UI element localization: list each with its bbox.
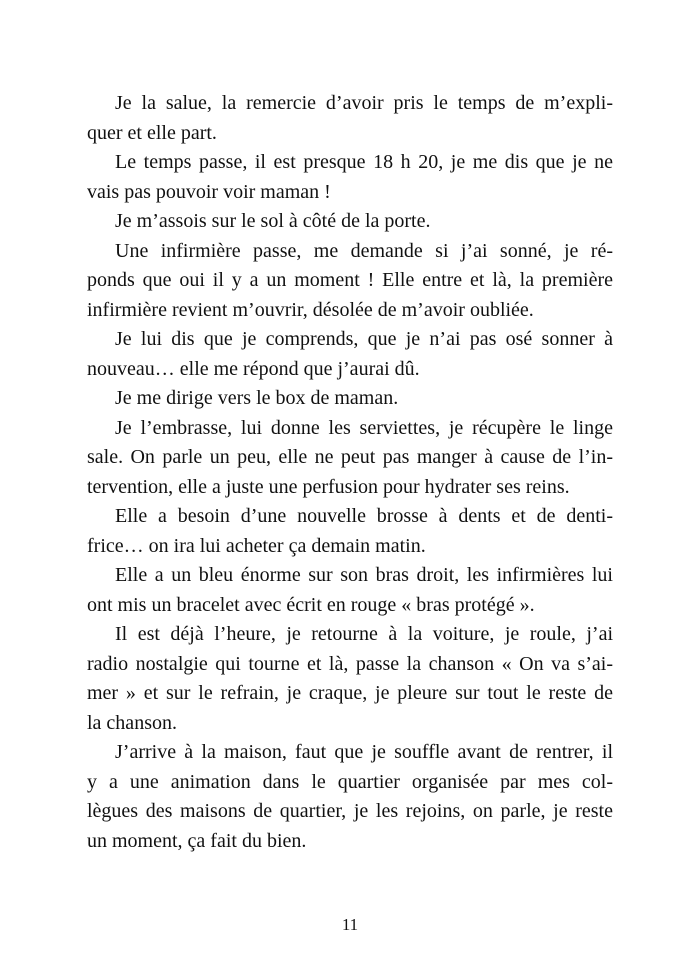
text-line: Je l’embrasse, lui donne les serviettes, je récupère le linge — [115, 416, 613, 439]
text-line: Elle a besoin d’une nouvelle brosse à dents et de denti- — [115, 505, 613, 527]
paragraph — [87, 89, 613, 148]
paragraph — [87, 207, 613, 237]
text-line: Une infirmière passe, me demande si j’ai sonné, je ré- — [115, 239, 613, 262]
text-line: vais pas pouvoir voir maman ! — [87, 180, 331, 203]
text-line: Je la salue, la remercie d’avoir pris le temps de m’expli- — [115, 92, 613, 114]
paragraph — [87, 738, 613, 856]
text-line: lègues des maisons de quartier, je les rejoins, on parle, je reste — [87, 800, 613, 822]
text-line: quer et elle part. — [87, 121, 217, 144]
text-line: Je me dirige vers le box de maman. — [115, 387, 399, 409]
text-line: J’arrive à la maison, faut que je souffle avant de rentrer, il — [115, 741, 613, 763]
text-line: mer » et sur le refrain, je craque, je pleure sur tout le reste de — [87, 682, 613, 704]
text-line: y a une animation dans le quartier organisée par mes col- — [87, 770, 613, 793]
paragraph — [87, 148, 613, 207]
paragraph — [87, 620, 613, 738]
page-body — [87, 89, 613, 856]
text-line: radio nostalgie qui tourne et là, passe la chanson « On va s’ai- — [87, 652, 613, 675]
text-line: ponds que oui il y a un moment ! Elle entre et là, la première — [87, 269, 613, 291]
text-line: Le temps passe, il est presque 18 h 20, je me dis que je ne — [115, 151, 613, 173]
text-line: Je m’assois sur le sol à côté de la porte. — [115, 210, 431, 232]
paragraph — [87, 502, 613, 561]
page-number: 11 — [341, 915, 359, 934]
paragraph — [87, 237, 613, 326]
paragraph — [87, 384, 613, 414]
paragraph — [87, 414, 613, 503]
text-line: sale. On parle un peu, elle ne peut pas manger à cause de l’in- — [87, 446, 613, 468]
text-line: Il est déjà l’heure, je retourne à la voiture, je roule, j’ai — [115, 623, 613, 645]
text-line: infirmière revient m’ouvrir, désolée de m’avoir oubliée. — [87, 298, 534, 321]
text-line: la chanson. — [87, 711, 177, 734]
text-line: Elle a un bleu énorme sur son bras droit, les infirmières lui — [115, 564, 613, 586]
text-line: ont mis un bracelet avec écrit en rouge « bras protégé ». — [87, 593, 535, 616]
paragraph — [87, 561, 613, 620]
text-line: nouveau… elle me répond que j’aurai dû. — [87, 357, 420, 380]
paragraph — [87, 325, 613, 384]
text-line: frice… on ira lui acheter ça demain matin. — [87, 534, 426, 557]
text-line: Je lui dis que je comprends, que je n’ai pas osé sonner à — [115, 328, 613, 350]
text-line: un moment, ça fait du bien. — [87, 829, 307, 852]
text-line: tervention, elle a juste une perfusion pour hydrater ses reins. — [87, 475, 570, 498]
